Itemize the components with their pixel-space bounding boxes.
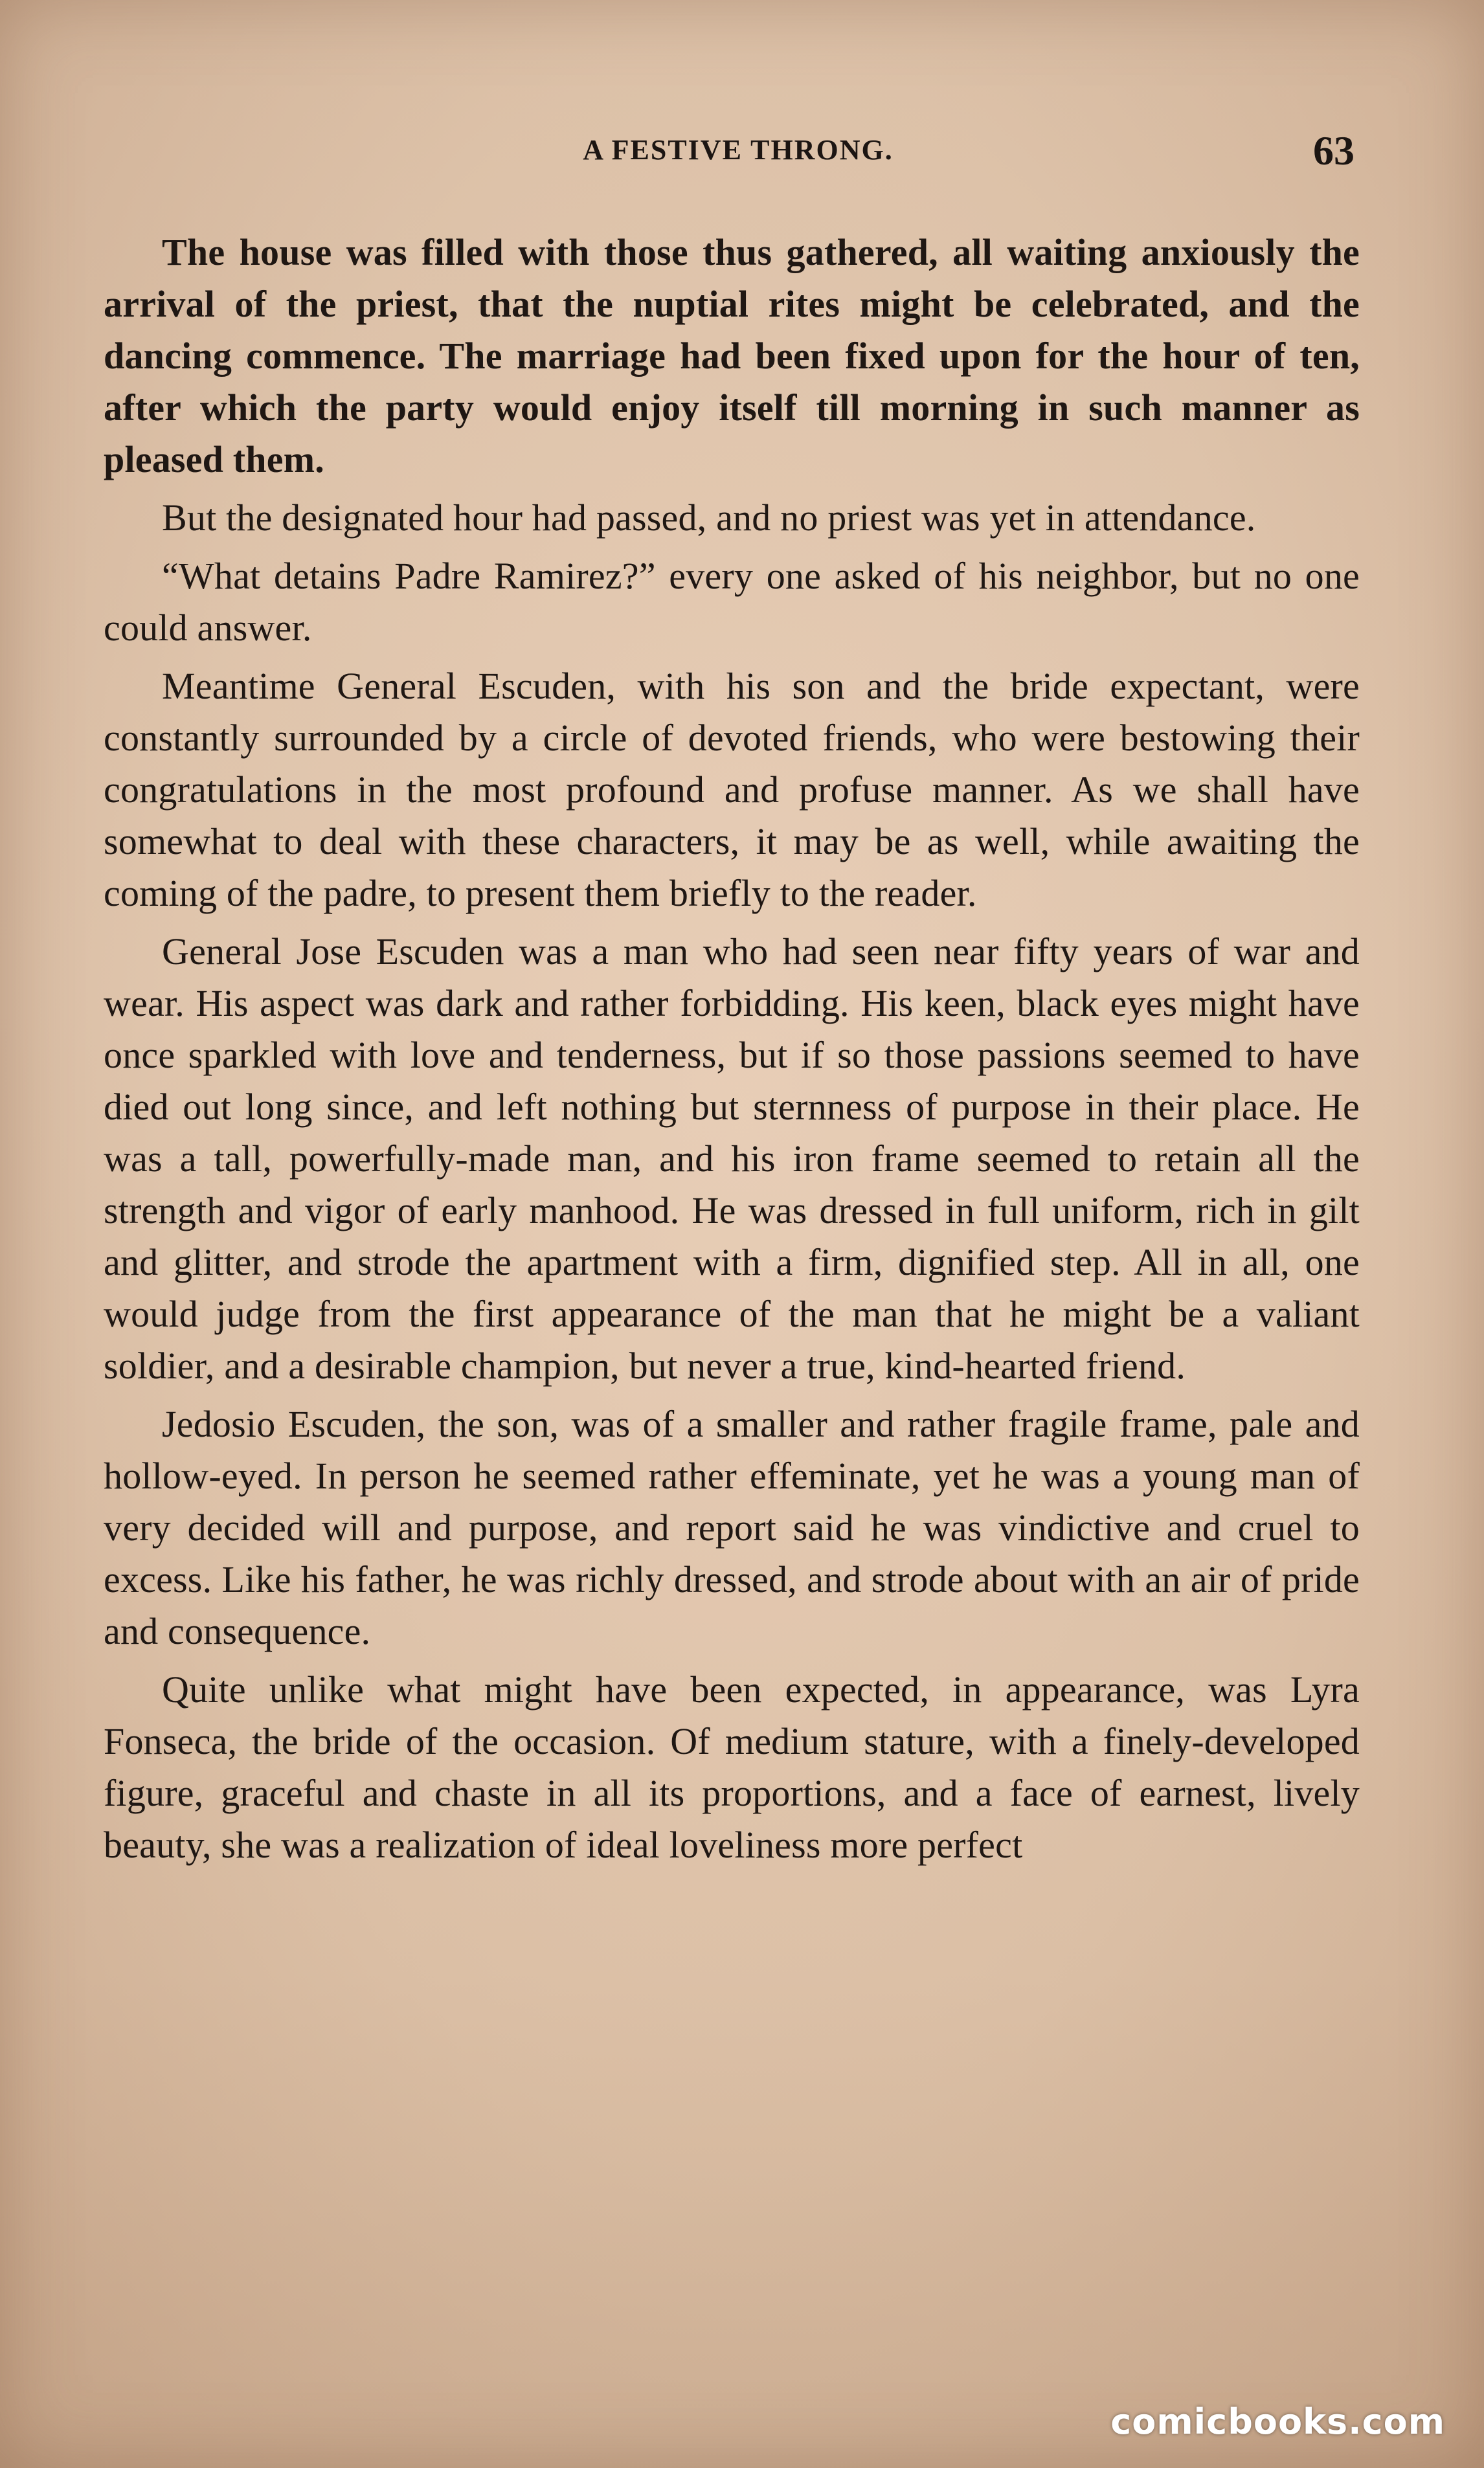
paragraph-6: Jedosio Escuden, the son, was of a smaller and rather fragile frame, pale and hollow-eyed. In person he seemed rather effeminate, yet he was a young man of very decided will and purpose, and report said he was vindictive and cruel to excess. Like his father, he was richly dressed, and strode about with an air of pride and consequence. bbox=[104, 1403, 1360, 1652]
paragraph-1: The house was filled with those thus gathered, all waiting anxiously the arrival of the priest, that the nuptial rites might be celebrated, and the dancing commence. The marriage had been fixed upon for the hour of ten, after which the party would enjoy itself till morning in such manner as pleased them. bbox=[104, 231, 1360, 480]
paragraph-7: Quite unlike what might have been expected, in appearance, was Lyra Fonseca, the bride of the occasion. Of medium stature, with a finely-developed figure, graceful and chaste in all its proportions, and a face of earnest, lively beauty, she was a realization of ideal loveliness more perfect bbox=[104, 1668, 1360, 1866]
watermark: comicbooks.com bbox=[1110, 2401, 1445, 2442]
paragraph-4: Meantime General Escuden, with his son and the bride expectant, were constantly surrounded by a circle of devoted friends, who were bestowing their congratulations in the most profound and profuse manner. As we shall have somewhat to deal with these characters, it may be as well, while awaiting the coming of the padre, to present them briefly to the reader. bbox=[104, 665, 1360, 914]
paragraph-5: General Jose Escuden was a man who had seen near fifty years of war and wear. His aspect was dark and rather forbidding. His keen, black eyes might have once sparkled with love and tenderness, but if so those passions seemed to have died out long since, and left nothing but sternness of purpose in their place. He was a tall, powerfully-made man, and his iron frame seemed to retain all the strength and vigor of early manhood. He was dressed in full uniform, rich in gilt and glitter, and strode the apartment with a firm, dignified step. All in all, one would judge from the first appearance of the man that he might be a valiant soldier, and a desirable champion, but never a true, kind-hearted friend. bbox=[104, 930, 1360, 1387]
running-header bbox=[0, 127, 1484, 185]
paragraph-2: But the designated hour had passed, and no priest was yet in attendance. bbox=[162, 497, 1256, 539]
page-number: 63 bbox=[1313, 128, 1355, 174]
paragraph-3: “What detains Padre Ramirez?” every one asked of his neighbor, but no one could answer. bbox=[104, 555, 1360, 649]
body-text bbox=[104, 227, 1360, 1878]
running-title: A FESTIVE THRONG. bbox=[583, 134, 894, 166]
